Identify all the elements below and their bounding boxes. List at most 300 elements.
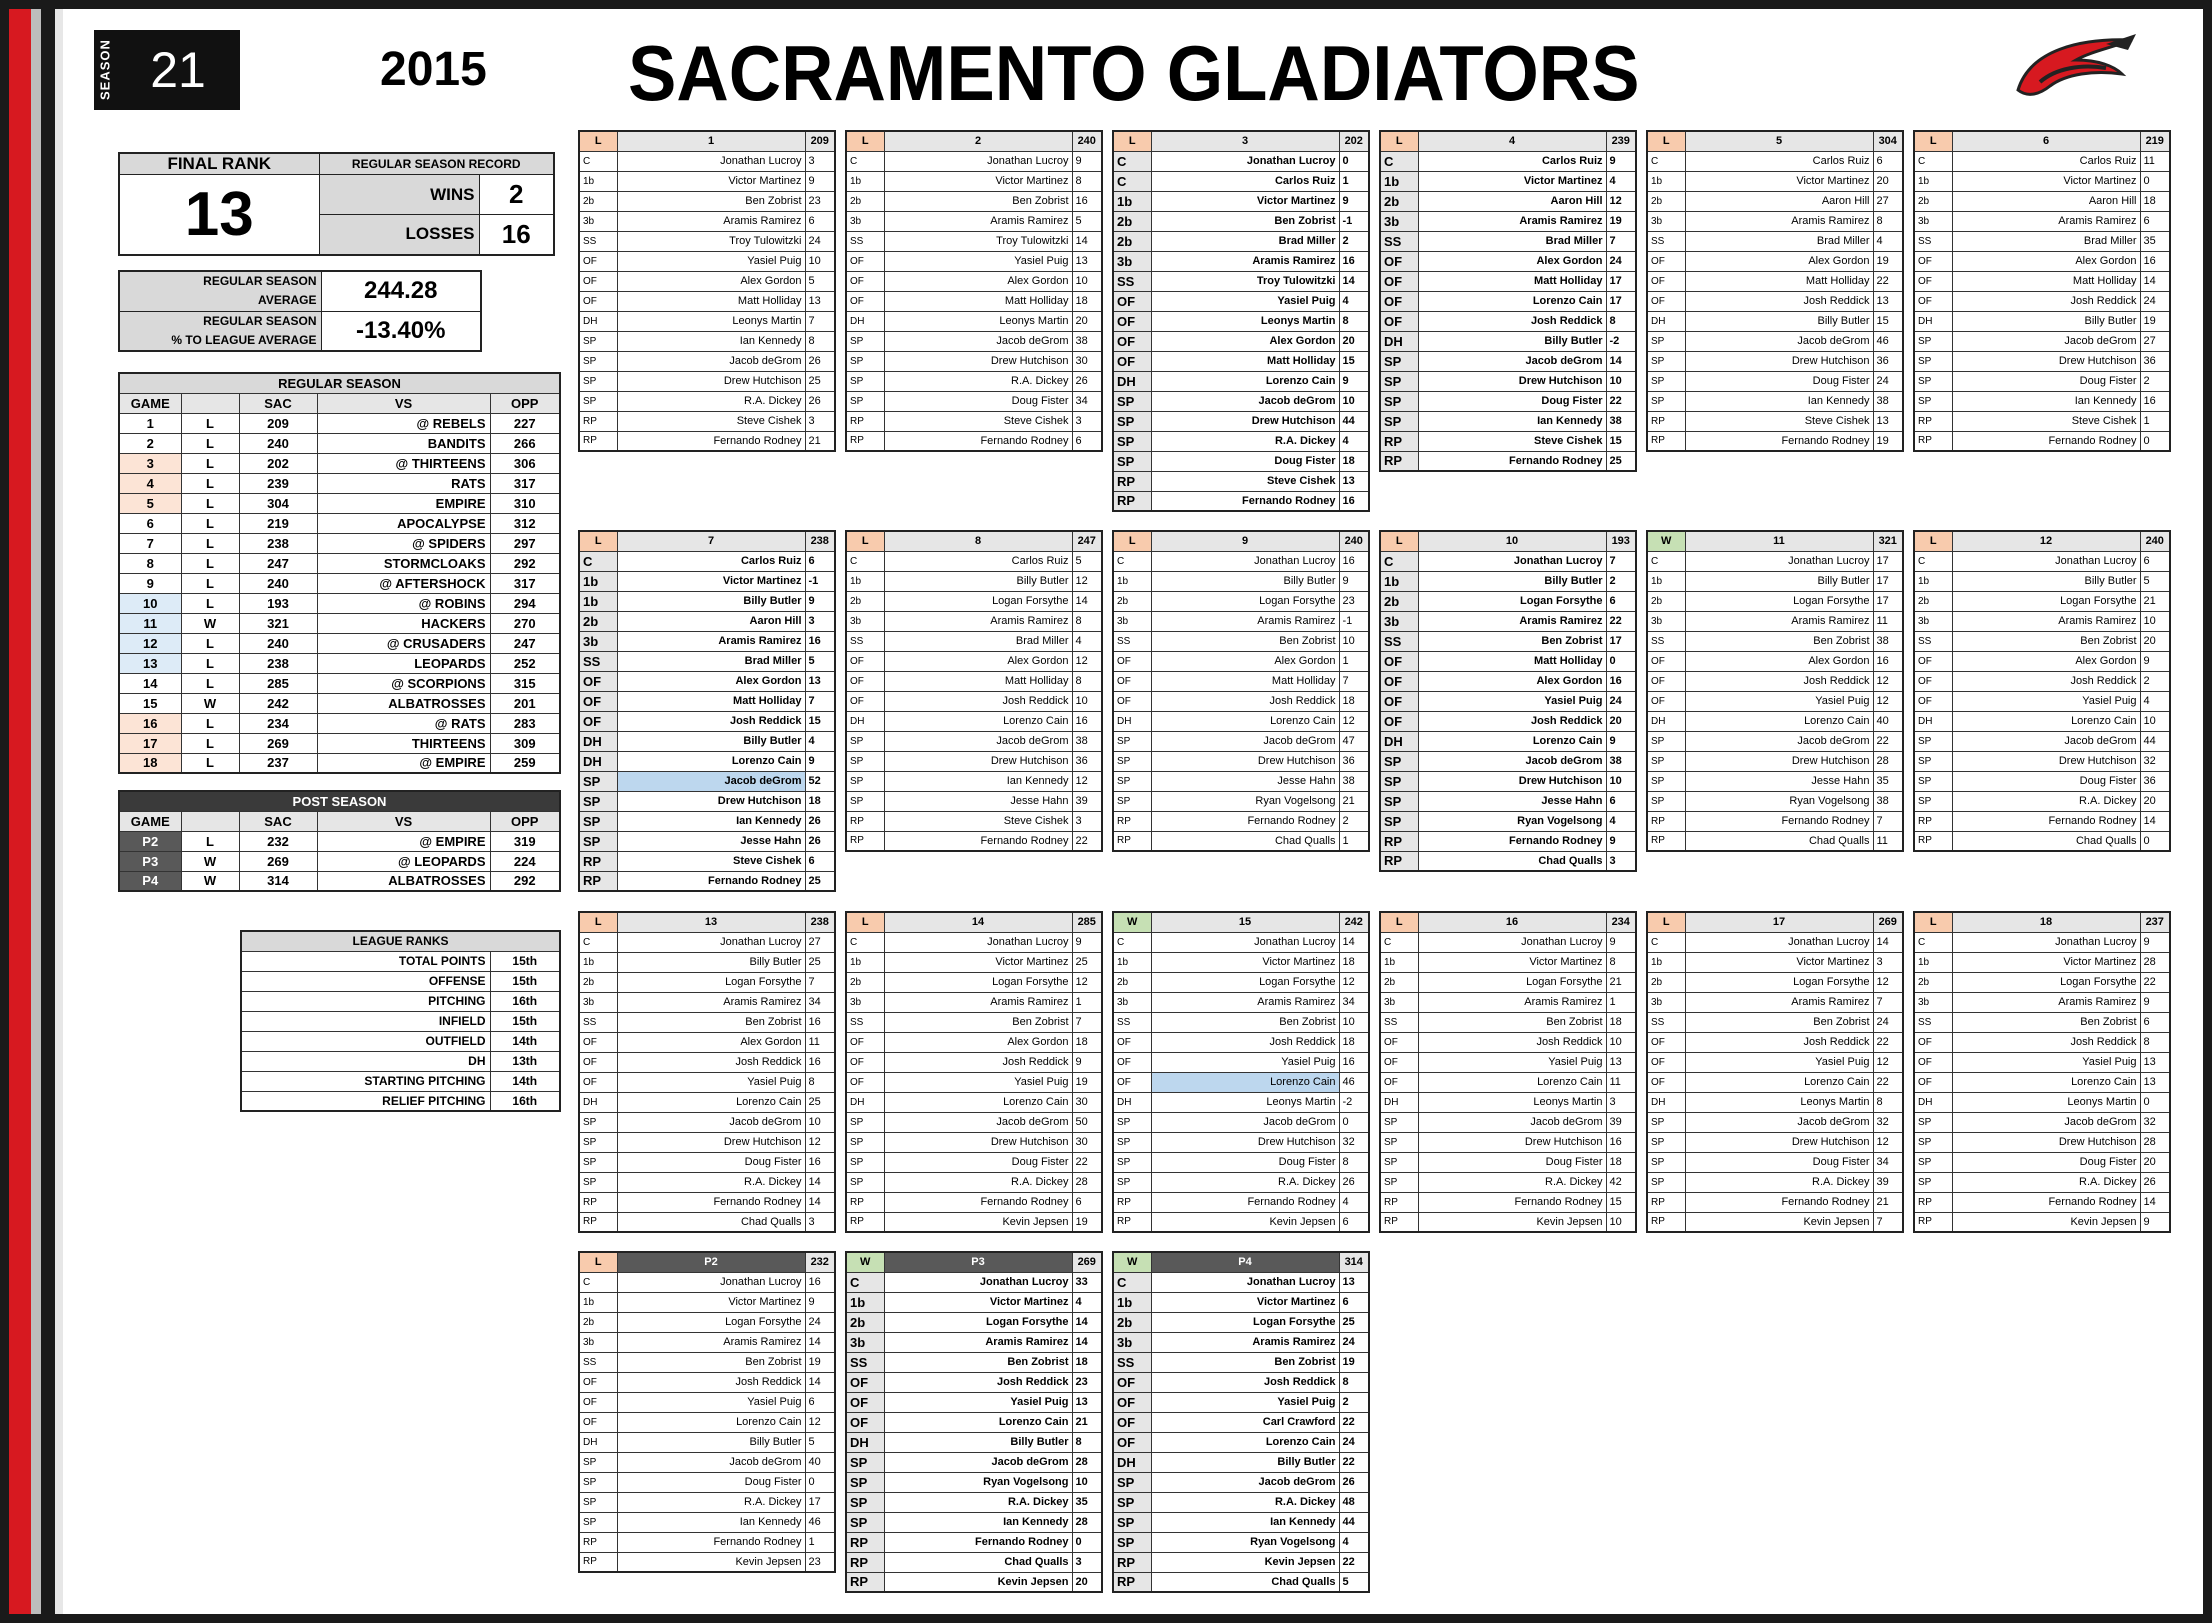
game-score: 240 [2140, 531, 2170, 551]
player-position: OF [846, 1412, 884, 1432]
player-points: 13 [805, 291, 835, 311]
player-name: Jacob deGrom [617, 351, 805, 371]
table-row [241, 1031, 560, 1051]
table-row [241, 991, 560, 1011]
player-position: 2b [1647, 591, 1685, 611]
player-points: 16 [2140, 391, 2170, 411]
game-result-badge: L [579, 1252, 617, 1272]
player-points: 14 [1072, 591, 1102, 611]
player-row [1113, 1192, 1369, 1212]
player-position: OF [1647, 1032, 1685, 1052]
player-row [1647, 231, 1903, 251]
player-row [1647, 371, 1903, 391]
player-name: Ben Zobrist [617, 1352, 805, 1372]
player-points: 16 [1873, 651, 1903, 671]
player-name: Billy Butler [1952, 311, 2140, 331]
player-name: Logan Forsythe [1952, 591, 2140, 611]
player-position: C [1380, 151, 1418, 171]
player-points: 26 [805, 831, 835, 851]
player-points: 23 [1072, 1372, 1102, 1392]
player-name: Fernando Rodney [617, 1192, 805, 1212]
player-points: 19 [1072, 1212, 1102, 1232]
player-position: DH [579, 751, 617, 771]
game-score: 321 [1873, 531, 1903, 551]
player-points: 26 [805, 391, 835, 411]
player-position: 3b [1914, 611, 1952, 631]
game-number: 15 [119, 693, 181, 713]
player-points: 3 [805, 611, 835, 631]
player-position: OF [1113, 1432, 1151, 1452]
game-box [578, 1251, 836, 1573]
game-number: 2 [119, 433, 181, 453]
player-name: Drew Hutchison [1952, 351, 2140, 371]
player-row [1647, 1112, 1903, 1132]
light-side-stripe [55, 9, 63, 1614]
player-row [846, 631, 1102, 651]
player-position: OF [846, 291, 884, 311]
player-name: Drew Hutchison [1151, 751, 1339, 771]
player-position: RP [1380, 451, 1418, 471]
player-row [579, 751, 835, 771]
player-row [1380, 1172, 1636, 1192]
player-row [1113, 431, 1369, 451]
player-points: 16 [1339, 1052, 1369, 1072]
player-points: 9 [1606, 731, 1636, 751]
game-box [845, 130, 1103, 452]
table-row [241, 971, 560, 991]
player-points: 34 [805, 992, 835, 1012]
pct-value: -13.40% [321, 311, 481, 351]
player-row [1647, 1172, 1903, 1192]
sac-score: 247 [239, 553, 317, 573]
player-name: Fernando Rodney [1418, 451, 1606, 471]
player-points: 25 [1606, 451, 1636, 471]
player-position: OF [1380, 691, 1418, 711]
player-name: Jesse Hahn [1685, 771, 1873, 791]
opp-score: 259 [490, 753, 560, 773]
player-position: SS [579, 651, 617, 671]
player-points: 25 [805, 871, 835, 891]
player-position: RP [579, 1532, 617, 1552]
player-points: 35 [2140, 231, 2170, 251]
player-name: Fernando Rodney [884, 431, 1072, 451]
player-points: 38 [1606, 751, 1636, 771]
player-row [846, 351, 1102, 371]
opponent: HACKERS [317, 613, 490, 633]
player-row [1914, 371, 2170, 391]
player-position: OF [579, 711, 617, 731]
player-points: 6 [1339, 1292, 1369, 1312]
player-name: Alex Gordon [1151, 651, 1339, 671]
rank-category: OFFENSE [241, 971, 490, 991]
team-title: SACRAMENTO GLADIATORS [628, 29, 1640, 117]
grey-side-stripe [31, 9, 41, 1614]
player-points: 11 [2140, 151, 2170, 171]
player-position: 2b [1113, 211, 1151, 231]
player-points: 8 [1072, 171, 1102, 191]
player-name: Ben Zobrist [1685, 631, 1873, 651]
player-name: Ben Zobrist [617, 191, 805, 211]
player-points: 18 [805, 791, 835, 811]
player-row [1914, 1092, 2170, 1112]
player-position: OF [1113, 671, 1151, 691]
player-points: 1 [2140, 411, 2170, 431]
player-points: 16 [805, 1012, 835, 1032]
opponent: STORMCLOAKS [317, 553, 490, 573]
player-position: SS [846, 1012, 884, 1032]
player-row [1113, 932, 1369, 952]
player-position: 1b [846, 1292, 884, 1312]
player-row [579, 351, 835, 371]
pct-label-1: REGULAR SEASON [203, 313, 317, 328]
player-name: Ryan Vogelsong [1418, 811, 1606, 831]
player-position: OF [1647, 691, 1685, 711]
player-points: 36 [1873, 351, 1903, 371]
player-position: SP [1647, 1172, 1685, 1192]
player-row [579, 1112, 835, 1132]
player-position: 2b [846, 191, 884, 211]
table-row [119, 713, 560, 733]
player-position: 3b [579, 631, 617, 651]
player-row [579, 1132, 835, 1152]
player-points: 8 [805, 331, 835, 351]
player-name: Ben Zobrist [1151, 211, 1339, 231]
player-name: Josh Reddick [884, 1052, 1072, 1072]
player-points: 19 [805, 1352, 835, 1372]
player-row [1113, 791, 1369, 811]
player-name: Doug Fister [1685, 1152, 1873, 1172]
player-position: OF [1380, 1052, 1418, 1072]
player-row [579, 671, 835, 691]
player-name: Fernando Rodney [884, 831, 1072, 851]
player-name: Yasiel Puig [617, 1392, 805, 1412]
player-position: DH [846, 311, 884, 331]
player-points: 21 [1072, 1412, 1102, 1432]
player-name: Matt Holliday [1952, 271, 2140, 291]
player-name: Ben Zobrist [884, 1352, 1072, 1372]
table-header-cell: GAME [119, 393, 181, 413]
game-box [1379, 130, 1637, 472]
player-position: SS [1914, 631, 1952, 651]
player-name: Jonathan Lucroy [1151, 151, 1339, 171]
rank-category: OUTFIELD [241, 1031, 490, 1051]
player-position: 3b [579, 992, 617, 1012]
player-row [846, 1392, 1102, 1412]
player-name: Ian Kennedy [884, 1512, 1072, 1532]
player-position: SP [579, 331, 617, 351]
player-points: 10 [805, 251, 835, 271]
player-points: 16 [1606, 671, 1636, 691]
game-result-badge: L [846, 131, 884, 151]
player-points: 6 [805, 851, 835, 871]
player-row [846, 1452, 1102, 1472]
player-row [579, 1192, 835, 1212]
game-result: L [181, 753, 239, 773]
player-row [1914, 291, 2170, 311]
player-points: 3 [805, 1212, 835, 1232]
player-name: Aramis Ramirez [1418, 211, 1606, 231]
player-points: 21 [1339, 791, 1369, 811]
player-row [1113, 731, 1369, 751]
player-points: 10 [1606, 1032, 1636, 1052]
player-row [1113, 1412, 1369, 1432]
game-result-badge: L [1380, 531, 1418, 551]
rank-category: PITCHING [241, 991, 490, 1011]
table-header-cell: SAC [239, 393, 317, 413]
player-name: Alex Gordon [884, 1032, 1072, 1052]
player-position: SP [579, 1112, 617, 1132]
player-name: Billy Butler [617, 591, 805, 611]
player-position: 1b [1647, 952, 1685, 972]
player-position: DH [1113, 711, 1151, 731]
table-row [241, 1071, 560, 1091]
player-points: 12 [1072, 972, 1102, 992]
sac-score: 238 [239, 533, 317, 553]
player-points: 7 [805, 691, 835, 711]
player-row [1380, 231, 1636, 251]
player-name: Aaron Hill [1418, 191, 1606, 211]
game-result-badge: L [579, 912, 617, 932]
player-name: Kevin Jepsen [884, 1212, 1072, 1232]
player-position: OF [579, 691, 617, 711]
player-points: 18 [1339, 952, 1369, 972]
player-name: Jonathan Lucroy [1685, 932, 1873, 952]
player-points: 15 [805, 711, 835, 731]
player-position: 3b [1380, 211, 1418, 231]
sac-score: 209 [239, 413, 317, 433]
player-name: Leonys Martin [617, 311, 805, 331]
game-number: 8 [884, 531, 1072, 551]
player-position: 1b [1380, 571, 1418, 591]
player-position: SP [1380, 411, 1418, 431]
player-row [846, 1272, 1102, 1292]
player-points: 10 [1339, 1012, 1369, 1032]
game-score: 304 [1873, 131, 1903, 151]
player-points: 15 [1606, 431, 1636, 451]
game-score: 269 [1072, 1252, 1102, 1272]
player-name: Fernando Rodney [884, 1532, 1072, 1552]
player-position: RP [1113, 491, 1151, 511]
player-points: 16 [805, 1272, 835, 1292]
player-position: OF [1647, 251, 1685, 271]
player-points: 18 [1339, 691, 1369, 711]
regular-season-title: REGULAR SEASON [119, 373, 560, 393]
player-position: RP [1914, 431, 1952, 451]
game-number: 11 [1685, 531, 1873, 551]
player-name: Jesse Hahn [884, 791, 1072, 811]
player-points: 10 [1606, 771, 1636, 791]
player-row [1914, 791, 2170, 811]
player-row [579, 1052, 835, 1072]
player-points: 28 [1072, 1172, 1102, 1192]
player-points: 46 [1339, 1072, 1369, 1092]
player-position: SP [579, 771, 617, 791]
player-name: Drew Hutchison [1685, 351, 1873, 371]
player-name: Doug Fister [1418, 391, 1606, 411]
table-row [119, 473, 560, 493]
player-points: 3 [1072, 1552, 1102, 1572]
player-row [1914, 311, 2170, 331]
player-name: R.A. Dickey [1151, 1492, 1339, 1512]
game-box [1913, 530, 2171, 852]
player-points: 9 [1072, 1052, 1102, 1072]
opponent: @ RATS [317, 713, 490, 733]
player-name: Doug Fister [1685, 371, 1873, 391]
game-score: 314 [1339, 1252, 1369, 1272]
player-points: 47 [1339, 731, 1369, 751]
player-points: 20 [1072, 311, 1102, 331]
table-row [119, 493, 560, 513]
player-position: OF [1380, 671, 1418, 691]
player-name: Alex Gordon [1418, 671, 1606, 691]
player-name: Carlos Ruiz [1151, 171, 1339, 191]
player-row [1380, 1072, 1636, 1092]
player-position: DH [579, 1432, 617, 1452]
game-number: 13 [617, 912, 805, 932]
player-position: SP [1113, 1172, 1151, 1192]
player-row [1380, 1212, 1636, 1232]
player-row [846, 1432, 1102, 1452]
sac-score: 304 [239, 493, 317, 513]
player-row [846, 271, 1102, 291]
player-points: 1 [1339, 171, 1369, 191]
player-position: SP [1380, 1112, 1418, 1132]
player-row [579, 1492, 835, 1512]
player-points: 30 [1072, 1132, 1102, 1152]
opponent: LEOPARDS [317, 653, 490, 673]
player-position: SP [846, 791, 884, 811]
player-points: 20 [1072, 1572, 1102, 1592]
player-row [846, 711, 1102, 731]
player-row [1914, 391, 2170, 411]
player-position: OF [1914, 1032, 1952, 1052]
player-row [846, 992, 1102, 1012]
year-label: 2015 [380, 43, 487, 96]
player-position: OF [1914, 1072, 1952, 1092]
player-points: 12 [805, 1132, 835, 1152]
player-name: Aramis Ramirez [1952, 611, 2140, 631]
player-name: Jonathan Lucroy [1151, 932, 1339, 952]
player-points: 17 [1606, 271, 1636, 291]
player-name: Matt Holliday [617, 691, 805, 711]
game-score: 240 [1072, 131, 1102, 151]
player-points: 22 [1873, 1032, 1903, 1052]
player-position: SS [1914, 231, 1952, 251]
player-name: R.A. Dickey [617, 1172, 805, 1192]
player-points: 12 [1339, 972, 1369, 992]
player-position: 1b [1380, 171, 1418, 191]
player-name: Yasiel Puig [1952, 691, 2140, 711]
player-position: SP [579, 831, 617, 851]
player-name: Jacob deGrom [884, 1452, 1072, 1472]
player-row [579, 571, 835, 591]
player-position: RP [1380, 851, 1418, 871]
player-position: SS [846, 631, 884, 651]
player-points: 16 [2140, 251, 2170, 271]
player-row [1647, 1032, 1903, 1052]
player-position: RP [1914, 811, 1952, 831]
player-name: Billy Butler [1418, 571, 1606, 591]
game-result-badge: W [846, 1252, 884, 1272]
table-row [119, 613, 560, 633]
player-points: 34 [1339, 992, 1369, 1012]
player-position: SS [1647, 231, 1685, 251]
player-position: SS [1113, 631, 1151, 651]
player-name: Aramis Ramirez [884, 992, 1072, 1012]
player-name: Drew Hutchison [1685, 751, 1873, 771]
player-row [1647, 251, 1903, 271]
player-position: DH [1380, 331, 1418, 351]
regular-season-table [118, 372, 561, 774]
player-row [846, 731, 1102, 751]
player-row [579, 551, 835, 571]
player-position: C [1380, 932, 1418, 952]
player-points: 0 [2140, 831, 2170, 851]
opp-score: 292 [490, 553, 560, 573]
player-points: 25 [1072, 952, 1102, 972]
player-row [846, 371, 1102, 391]
sac-score: 269 [239, 851, 317, 871]
player-position: RP [579, 1212, 617, 1232]
player-name: Lorenzo Cain [1418, 731, 1606, 751]
player-position: SP [846, 331, 884, 351]
player-points: 14 [805, 1192, 835, 1212]
player-position: OF [846, 1052, 884, 1072]
player-points: 6 [805, 211, 835, 231]
player-row [1914, 952, 2170, 972]
player-row [579, 691, 835, 711]
player-points: 42 [1606, 1172, 1636, 1192]
player-row [1380, 1032, 1636, 1052]
player-name: Jacob deGrom [617, 771, 805, 791]
player-points: 44 [2140, 731, 2170, 751]
player-name: Billy Butler [617, 731, 805, 751]
player-points: 36 [2140, 771, 2170, 791]
player-points: 32 [1873, 1112, 1903, 1132]
player-points: 12 [1072, 571, 1102, 591]
player-points: 34 [1072, 391, 1102, 411]
player-row [1914, 651, 2170, 671]
player-position: RP [579, 871, 617, 891]
player-position: RP [1914, 1192, 1952, 1212]
player-position: 1b [579, 1292, 617, 1312]
player-name: Lorenzo Cain [884, 1092, 1072, 1112]
player-row [1113, 1572, 1369, 1592]
opp-score: 201 [490, 693, 560, 713]
player-points: 12 [1873, 1132, 1903, 1152]
player-row [846, 932, 1102, 952]
player-name: Aaron Hill [617, 611, 805, 631]
player-points: 18 [1072, 291, 1102, 311]
player-points: 10 [2140, 611, 2170, 631]
player-points: 9 [805, 591, 835, 611]
player-name: Kevin Jepsen [1418, 1212, 1606, 1232]
player-points: 17 [1606, 631, 1636, 651]
game-result-badge: L [846, 912, 884, 932]
player-points: 1 [1339, 831, 1369, 851]
player-row [846, 1152, 1102, 1172]
player-points: 34 [1873, 1152, 1903, 1172]
player-position: C [1113, 1272, 1151, 1292]
player-points: -2 [1339, 1092, 1369, 1112]
player-position: OF [846, 271, 884, 291]
player-row [846, 1312, 1102, 1332]
player-position: SP [579, 811, 617, 831]
player-position: 3b [1113, 251, 1151, 271]
game-box [1112, 911, 1370, 1233]
player-row [1380, 1112, 1636, 1132]
rank-value: 14th [490, 1031, 560, 1051]
